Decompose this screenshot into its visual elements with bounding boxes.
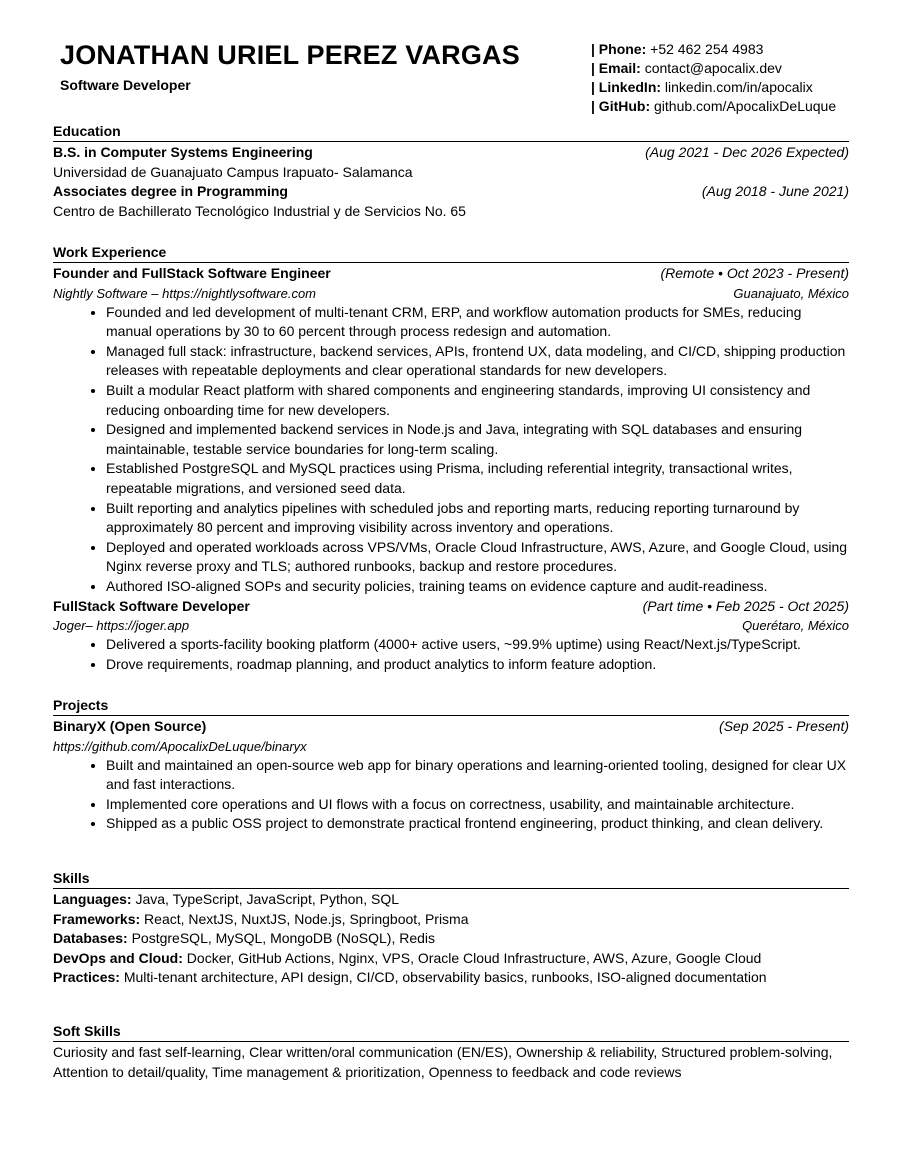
job-role: FullStack Software Developer xyxy=(53,597,250,614)
education-dates: (Aug 2021 - Dec 2026 Expected) xyxy=(645,144,849,160)
project-dates: (Sep 2025 - Present) xyxy=(719,718,849,734)
skill-row: Languages: Java, TypeScript, JavaScript, Python, SQL xyxy=(53,891,399,907)
contact-github: | GitHub: github.com/ApocalixDeLuque xyxy=(591,98,837,114)
job-header xyxy=(53,264,849,284)
bullet-item: • Built and maintained an open-source web app for binary operations and learning-oriented tooling, designed for clear UX and fast interactions. xyxy=(106,756,849,795)
candidate-role: Software Developer xyxy=(60,77,191,93)
bullet-item: • Deployed and operated workloads across VPS/VMs, Oracle Cloud Infrastructure, AWS, Azure, and Google Cloud, using Nginx reverse proxy and TLS; authored runbooks, backup and restore procedures. xyxy=(106,538,849,577)
job-bullets xyxy=(53,303,849,597)
soft-skills-text: Curiosity and fast self-learning, Clear written/oral communication (EN/ES), Ownership & reliability, Structured problem-solving, Attention to detail/quality, Time management & prioritization, Openness to feedback and code reviews xyxy=(53,1044,833,1080)
school-name: Centro de Bachillerato Tecnológico Industrial y de Servicios No. 65 xyxy=(53,202,466,219)
skills-section xyxy=(53,869,849,988)
contact-email: | Email: contact@apocalix.dev xyxy=(591,60,782,76)
job-location: Guanajuato, México xyxy=(733,285,849,301)
project-url[interactable]: https://github.com/ApocalixDeLuque/binaryx xyxy=(53,738,307,754)
job-company-row xyxy=(53,284,849,303)
education-dates: (Aug 2018 - June 2021) xyxy=(701,183,849,200)
section-title: Education xyxy=(53,122,849,142)
section-title: Skills xyxy=(53,869,849,889)
project-header xyxy=(53,717,849,737)
section-title: Work Experience xyxy=(53,243,849,263)
bullet-item: • Implemented core operations and UI flows with a focus on correctness, usability, and maintainable architecture. xyxy=(106,795,849,815)
bullet-item: • Built a modular React platform with shared components and engineering standards, improving UI consistency and reducing onboarding time for new developers. xyxy=(106,381,849,420)
education-entry-header xyxy=(53,182,849,202)
bullet-item: • Drove requirements, roadmap planning, and product analytics to inform feature adoption. xyxy=(106,655,849,675)
job-company-row xyxy=(53,616,849,635)
education-entry-header xyxy=(53,143,849,163)
job-company: Nightly Software – https://nightlysoftware.com xyxy=(53,285,317,301)
work-section xyxy=(53,243,849,674)
school-name: Universidad de Guanajuato Campus Irapuato- Salamanca xyxy=(53,163,413,180)
job-company: Joger– https://joger.app xyxy=(53,618,190,634)
projects-section xyxy=(53,696,849,834)
contact-block xyxy=(591,40,836,116)
bullet-item: • Authored ISO-aligned SOPs and security policies, training teams on evidence capture and audit-readiness. xyxy=(106,577,849,597)
education-section xyxy=(53,122,849,221)
bullet-item: • Established PostgreSQL and MySQL practices using Prisma, including referential integrity, transactional writes, repeatable migrations, and versioned seed data. xyxy=(106,459,849,498)
job-header xyxy=(53,597,849,617)
job-location: Querétaro, México xyxy=(742,618,849,634)
degree-title: B.S. in Computer Systems Engineering xyxy=(53,144,313,160)
section-title: Projects xyxy=(53,696,849,716)
project-name: BinaryX (Open Source) xyxy=(53,718,207,734)
skill-row: DevOps and Cloud: Docker, GitHub Actions, Nginx, VPS, Oracle Cloud Infrastructure, AWS, Azure, Google Cloud xyxy=(53,949,762,966)
bullet-item: • Delivered a sports-facility booking platform (4000+ active users, ~99.9% uptime) using React/Next.js/TypeScript. xyxy=(106,635,849,655)
degree-title: Associates degree in Programming xyxy=(53,183,288,200)
bullet-item: • Shipped as a public OSS project to demonstrate practical frontend engineering, product thinking, and clean delivery. xyxy=(106,814,849,834)
soft-skills-section xyxy=(53,1022,849,1082)
skill-row: Databases: PostgreSQL, MySQL, MongoDB (NoSQL), Redis xyxy=(53,930,436,947)
candidate-name: JONATHAN URIEL PEREZ VARGAS xyxy=(60,40,520,70)
project-bullets xyxy=(53,756,849,834)
bullet-item: • Designed and implemented backend services in Node.js and Java, integrating with SQL databases and ensuring maintainable, testable service boundaries for long-term scaling. xyxy=(106,420,849,459)
skill-row: Practices: Multi-tenant architecture, API design, CI/CD, observability basics, runbooks, ISO-aligned documentation xyxy=(53,969,767,986)
skill-row: Frameworks: React, NextJS, NuxtJS, Node.js, Springboot, Prisma xyxy=(53,910,469,927)
bullet-item: • Built reporting and analytics pipelines with scheduled jobs and reporting marts, reducing reporting turnaround by approximately 80 percent and improving visibility across inventory and operations. xyxy=(106,499,849,538)
job-dates: (Remote • Oct 2023 - Present) xyxy=(660,265,849,281)
bullet-item: • Managed full stack: infrastructure, backend services, APIs, frontend UX, data modeling, and CI/CD, shipping production releases with repeatable deployments and clear operational standards for new developers. xyxy=(106,342,849,381)
contact-phone: | Phone: +52 462 254 4983 xyxy=(591,41,764,57)
section-title: Soft Skills xyxy=(53,1022,849,1042)
job-bullets xyxy=(53,635,849,674)
contact-linkedin: | LinkedIn: linkedin.com/in/apocalix xyxy=(591,79,813,95)
job-dates: (Part time • Feb 2025 - Oct 2025) xyxy=(642,597,849,614)
job-role: Founder and FullStack Software Engineer xyxy=(53,265,331,281)
bullet-item: • Founded and led development of multi-tenant CRM, ERP, and workflow automation products for SMEs, reducing manual operations by 30 to 60 percent through process redesign and automation. xyxy=(106,303,849,342)
